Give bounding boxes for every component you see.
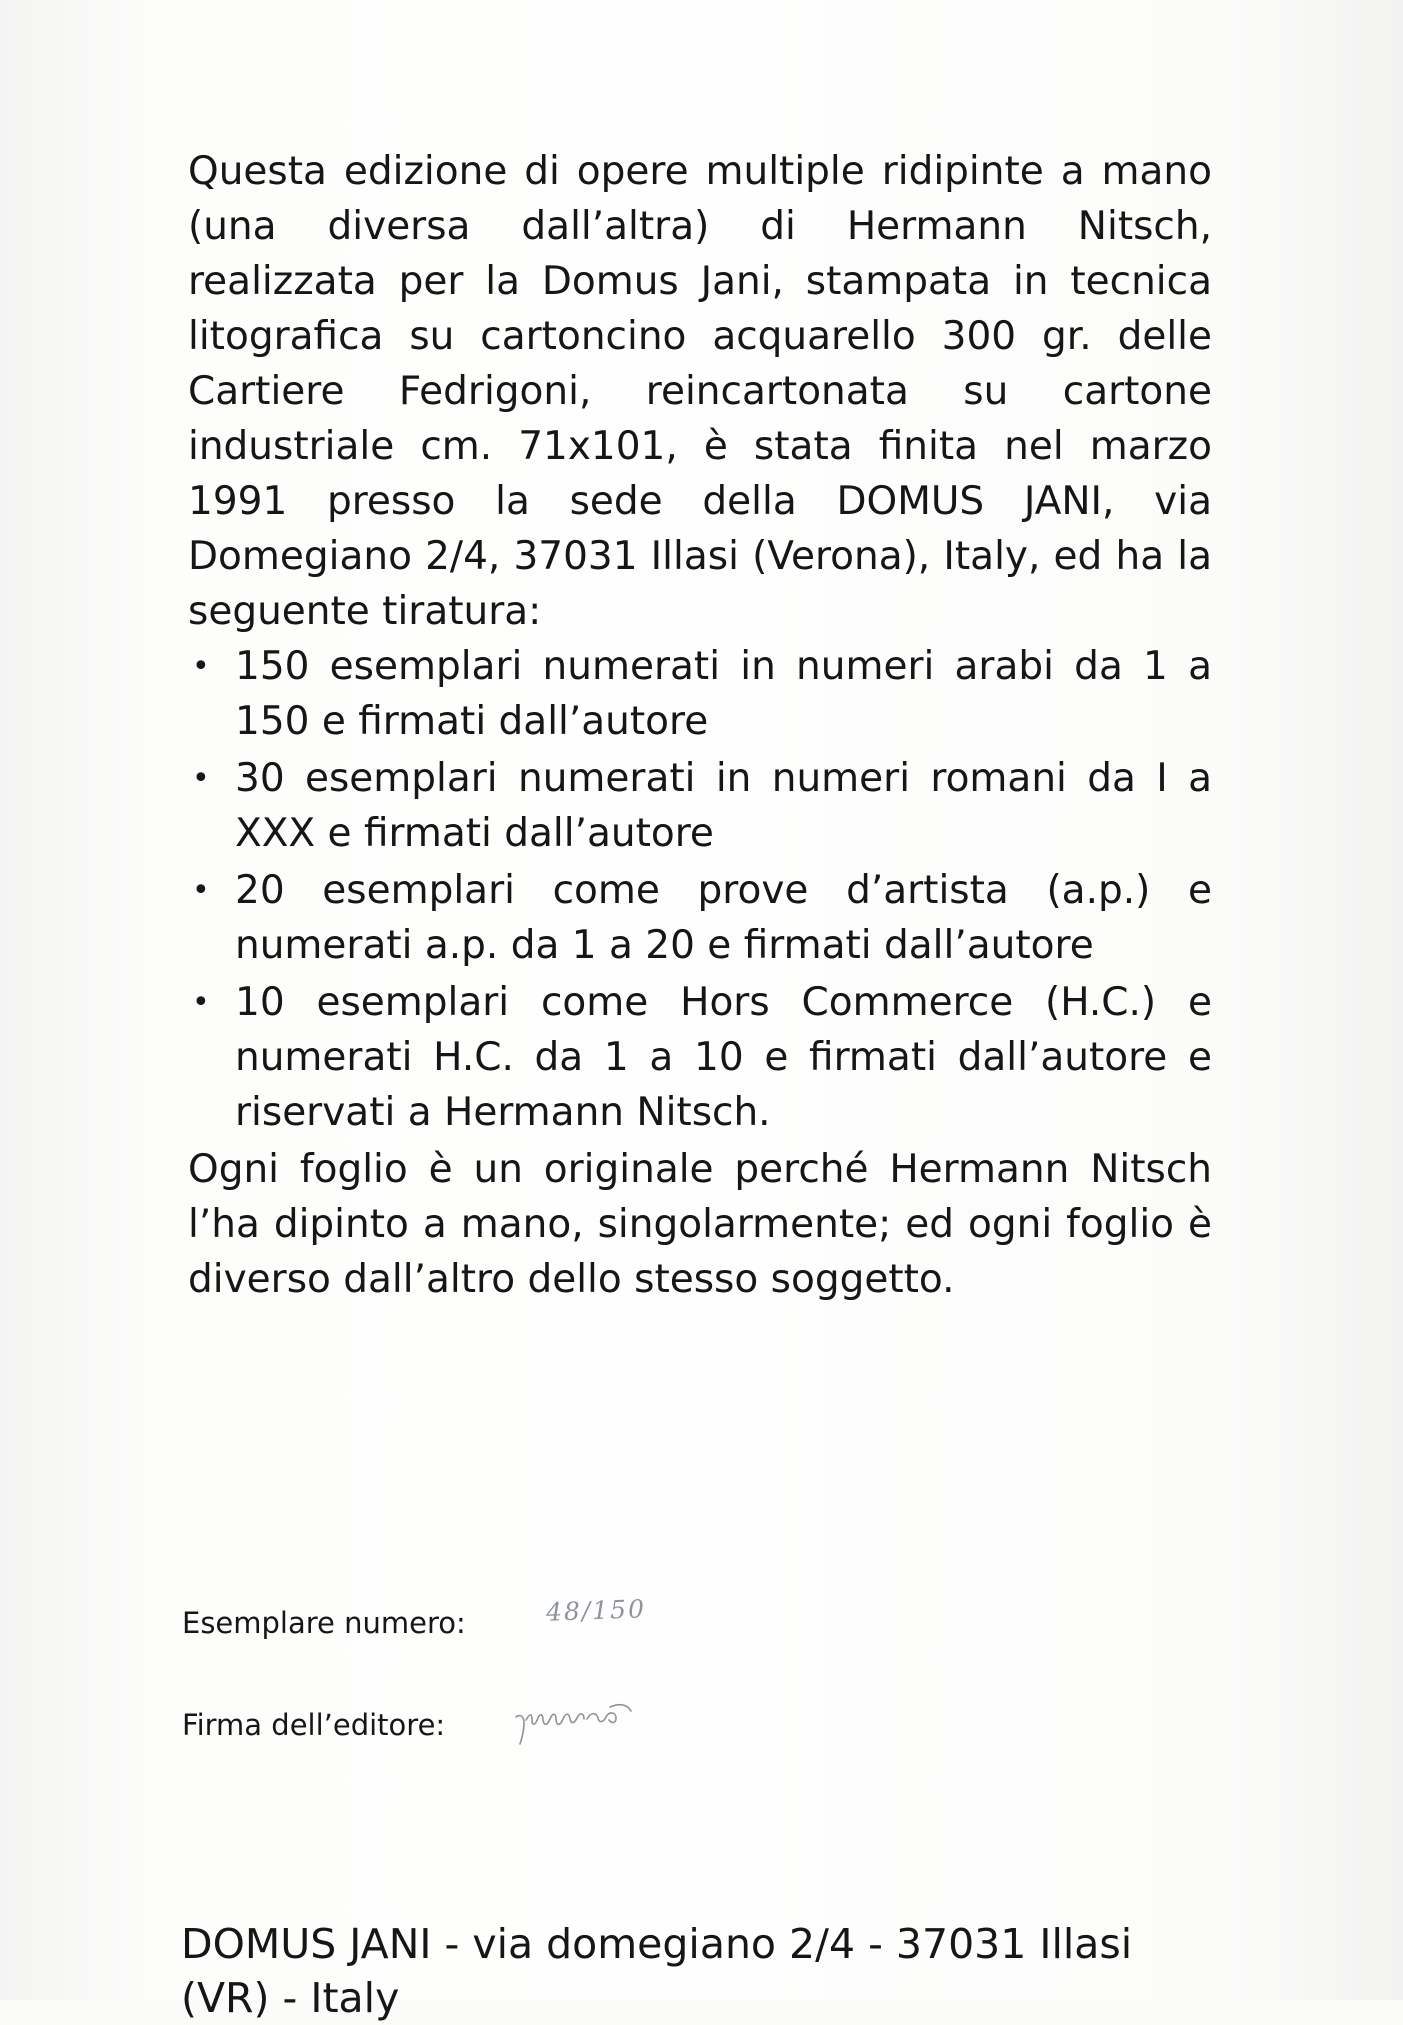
- bullet-icon: •: [192, 761, 210, 796]
- edition-item: [188, 751, 1212, 861]
- edition-item-text: 20 esemplari come prove d’artista (a.p.) e numerati a.p. da 1 a 20 e firmati dall’autore: [235, 868, 1212, 968]
- intro-paragraph: Questa edizione di opere multiple ridipinte a mano (una diversa dall’altra) di Hermann Nitsch, realizzata per la Domus Jani, stampata in tecnica litografica su cartoncino acquarello 300 gr. delle Cartiere Fedrigoni, reincartonata su cartone industriale cm. 71x101, è stata finita nel marzo 1991 presso la sede della DOMUS JANI, via Domegiano 2/4, 37031 Illasi (Verona), Italy, ed ha la seguente tiratura:: [188, 149, 1212, 634]
- edition-number-field: [182, 1606, 466, 1640]
- handwritten-signature-icon: [508, 1695, 633, 1747]
- closing-paragraph: Ogni foglio è un originale perché Hermann Nitsch l’ha dipinto a mano, singolarmente; ed ogni foglio è diverso dall’altro dello stesso soggetto.: [188, 1147, 1212, 1302]
- edition-number-label: Esemplare numero:: [182, 1606, 466, 1640]
- publisher-footer: DOMUS JANI - via domegiano 2/4 - 37031 Illasi (VR) - Italy: [181, 1920, 1133, 2022]
- edition-item: [188, 863, 1212, 973]
- edition-item-text: 150 esemplari numerati in numeri arabi da 1 a 150 e firmati dall’autore: [235, 644, 1212, 744]
- bullet-icon: •: [192, 985, 210, 1020]
- handwritten-edition-number: 48/150: [545, 1594, 647, 1627]
- publisher-signature-field: [182, 1708, 445, 1742]
- edition-item: [188, 639, 1212, 749]
- edition-item-text: 30 esemplari numerati in numeri romani da I a XXX e firmati dall’autore: [235, 756, 1212, 856]
- bullet-icon: •: [192, 649, 210, 684]
- edition-item-text: 10 esemplari come Hors Commerce (H.C.) e numerati H.C. da 1 a 10 e firmati dall’autore e riservati a Hermann Nitsch.: [235, 980, 1212, 1135]
- colophon-text: [188, 144, 1212, 1307]
- publisher-signature-label: Firma dell’editore:: [182, 1708, 446, 1742]
- edition-list: [188, 639, 1212, 1140]
- edition-item: [188, 975, 1212, 1140]
- bullet-icon: •: [192, 873, 210, 908]
